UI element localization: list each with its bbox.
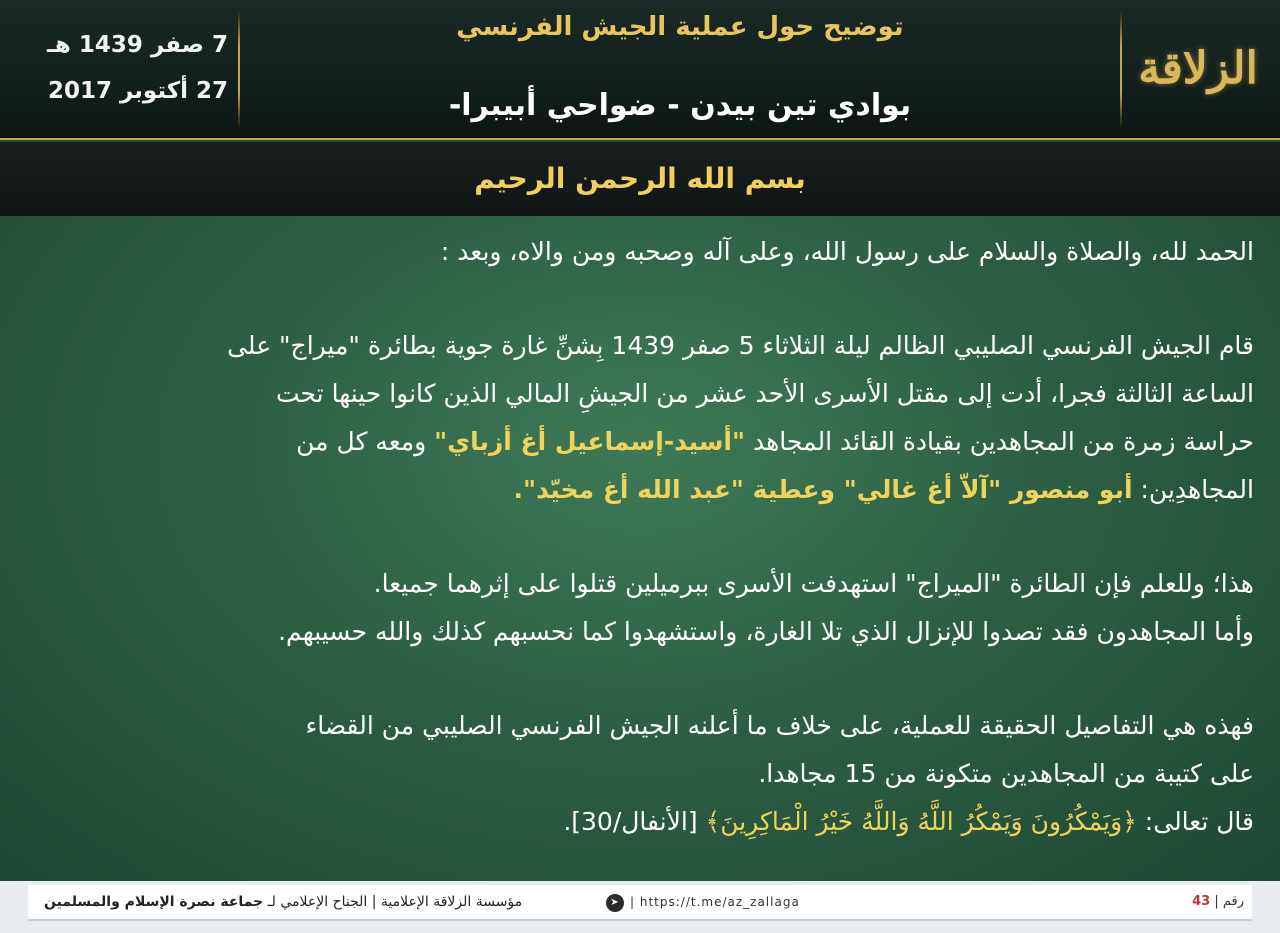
basmala-banner (0, 142, 1280, 217)
paragraph-2-line-2: وأما المجاهدون فقد تصدوا للإنزال الذي تلا الغارة، واستشهدوا كما نحسبهم كذلك والله حسيبهم. (278, 617, 1254, 646)
telegram-link[interactable]: | https://t.me/az_zallaga (630, 895, 800, 909)
telegram-icon: ➤ (606, 894, 624, 912)
paragraph-3-line-1: فهذه هي التفاصيل الحقيقة للعملية، على خلاف ما أعلنه الجيش الفرنسي الصليبي من القضاء (305, 711, 1254, 740)
basmala-text: بسم الله الرحمن الرحيم (474, 162, 806, 195)
gregorian-date: 27 أكتوبر 2017 (47, 78, 228, 104)
quote-reference: [الأنفال/30]. (563, 807, 706, 836)
quote-verse: ﴿وَيَمْكُرُونَ وَيَمْكُرُ اللَّهُ وَاللَّهُ خَيْرُ الْمَاكِرِينَ﴾ (705, 807, 1137, 836)
foundation-credit (44, 885, 522, 919)
telegram-link-box[interactable] (606, 885, 800, 919)
paragraph-1-line-2: الساعة الثالثة فجرا، أدت إلى مقتل الأسرى الأحد عشر من الجيشِ المالي الذين كانوا حينها تحت (276, 379, 1254, 408)
title-box (250, 8, 1110, 128)
statement-body (0, 216, 1280, 881)
page-title: توضيح حول عملية الجيش الفرنسي (456, 12, 904, 42)
hijri-date: 7 صفر 1439 هـ (47, 32, 228, 58)
quran-quote (28, 798, 1254, 846)
fighter-names: أبو منصور "آلاّ أغ غالي" وعطية "عبد الله أغ مخيّد". (513, 475, 1133, 504)
paragraph-3-line-2: على كتيبة من المجاهدين متكونة من 15 مجاهدا. (758, 759, 1254, 788)
page-label: رقم | (1214, 894, 1244, 909)
header-divider-left (238, 10, 240, 128)
leader-name: "أسيد-إسماعيل أغ أزباي" (434, 427, 745, 456)
zallaga-logo (1132, 12, 1264, 124)
page-number-box (1192, 885, 1244, 919)
paragraph-1-line-3 (28, 418, 1254, 466)
location-subtitle: بوادي تين بيدن - ضواحي أبيبرا- (448, 88, 912, 123)
date-box (18, 22, 228, 114)
page-number: 43 (1192, 894, 1211, 909)
p1-line4-start: المجاهدِين: (1132, 475, 1254, 504)
statement-text (28, 228, 1254, 846)
footer (0, 881, 1280, 933)
paragraph-1-line-1: قام الجيش الفرنسي الصليبي الظالم ليلة الثلاثاء 5 صفر 1439 بِشنِّ غارة جوية بطائرة "ميراج" على (227, 331, 1254, 360)
p1-line3-end: ومعه كل من (296, 427, 435, 456)
footer-bar (28, 885, 1252, 921)
header-divider-right (1120, 10, 1122, 128)
opening-line: الحمد لله، والصلاة والسلام على رسول الله، وعلى آله وصحبه ومن والاه، وبعد : (440, 237, 1254, 266)
foundation-name: مؤسسة الزلاقة الإعلامية | الجناح الإعلامي لـ (263, 894, 523, 910)
p1-line3-start: حراسة زمرة من المجاهدين بقيادة القائد المجاهد (745, 427, 1254, 456)
paragraph-1-line-4 (28, 466, 1254, 514)
paragraph-2-line-1: هذا؛ وللعلم فإن الطائرة "الميراج" استهدفت الأسرى ببرميلين قتلوا على إثرهما جميعا. (373, 569, 1254, 598)
group-name: جماعة نصرة الإسلام والمسلمين (44, 894, 264, 910)
quote-intro: قال تعالى: (1136, 807, 1254, 836)
header (0, 0, 1280, 140)
logo-text: الزلاقة (1138, 42, 1258, 94)
